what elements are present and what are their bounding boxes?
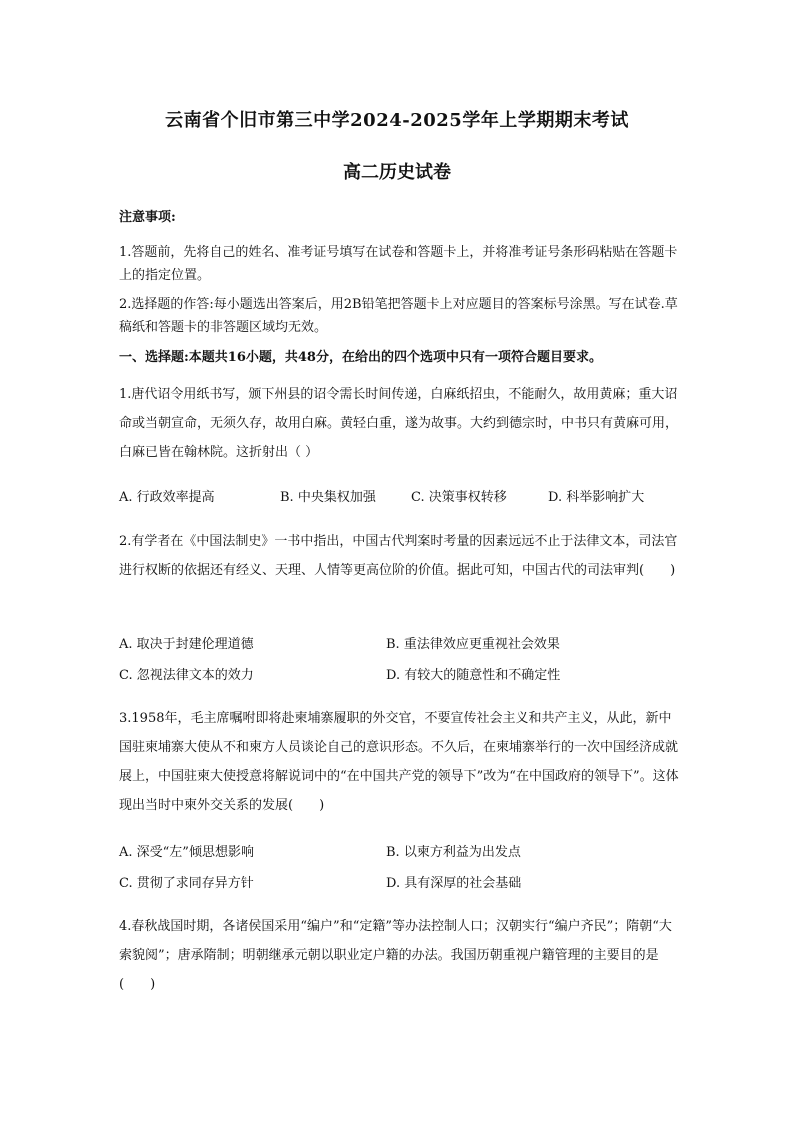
question-2-stem: 2.有学者在《中国法制史》一书中指出，中国古代判案时考量的因素远远不止于法律文本，司法官进行权断的依据还有经义、天理、人情等更高位阶的价值。据此可知，中国古代的司法审判( )	[119, 534, 678, 578]
question-2-option-a: A. 取决于封建伦理道德	[119, 637, 254, 652]
question-3-option-a: A. 深受“左”倾思想影响	[119, 845, 254, 860]
question-1-option-c: C. 决策事权转移	[411, 490, 507, 505]
question-3-option-d: D. 具有深厚的社会基础	[386, 876, 522, 891]
notice-heading: 注意事项:	[119, 210, 176, 225]
question-2-option-b: B. 重法律效应更重视社会效果	[386, 637, 560, 652]
question-2-option-c: C. 忽视法律文本的效力	[119, 668, 254, 683]
question-4-stem: 4.春秋战国时期，各诸侯国采用“编户”和“定籍”等办法控制人口；汉朝实行“编户齐民”；隋朝“大索貌阅”；唐承隋制；明朝继承元朝以职业定户籍的办法。我国历朝重视户籍管理的主要目的是( )	[119, 919, 672, 992]
question-3-option-b: B. 以柬方利益为出发点	[386, 845, 521, 860]
notice-item-1: 1.答题前，先将自己的姓名、准考证号填写在试卷和答题卡上，并将准考证号条形码粘贴在答题卡上的指定位置。	[119, 245, 678, 283]
question-1-option-a: A. 行政效率提高	[119, 490, 215, 505]
question-3-option-c: C. 贯彻了求同存异方针	[119, 876, 254, 891]
exam-subtitle: 高二历史试卷	[343, 162, 451, 183]
exam-title: 云南省个旧市第三中学2024-2025学年上学期期末考试	[165, 110, 629, 131]
question-2-option-d: D. 有较大的随意性和不确定性	[386, 668, 561, 683]
question-1-option-b: B. 中央集权加强	[280, 490, 376, 505]
question-1-stem: 1.唐代诏令用纸书写，颁下州县的诏令需长时间传递，白麻纸招虫，不能耐久，故用黄麻；重大诏命或当朝宣命，无须久存，故用白麻。黄轻白重，遂为故事。大约到德宗时，中书只有黄麻可用，白麻已皆在翰林院。这折射出（ ）	[119, 387, 679, 460]
question-3-stem: 3.1958年，毛主席嘱咐即将赴柬埔寨履职的外交官，不要宣传社会主义和共产主义，从此，新中国驻柬埔寨大使从不和柬方人员谈论自己的意识形态。不久后，在柬埔寨举行的一次中国经济成就展上，中国驻柬大使授意将解说词中的“在中国共产党的领导下”改为“在中国政府的领导下”。这体现出当时中柬外交关系的发展( )	[119, 711, 679, 813]
section-heading: 一、选择题:本题共16小题，共48分，在给出的四个选项中只有一项符合题目要求。	[119, 350, 602, 365]
notice-item-2: 2.选择题的作答:每小题选出答案后，用2B铅笔把答题卡上对应题目的答案标号涂黑。写在试卷.草稿纸和答题卡的非答题区域均无效。	[119, 297, 678, 335]
question-1-option-d: D. 科举影响扩大	[548, 490, 645, 505]
